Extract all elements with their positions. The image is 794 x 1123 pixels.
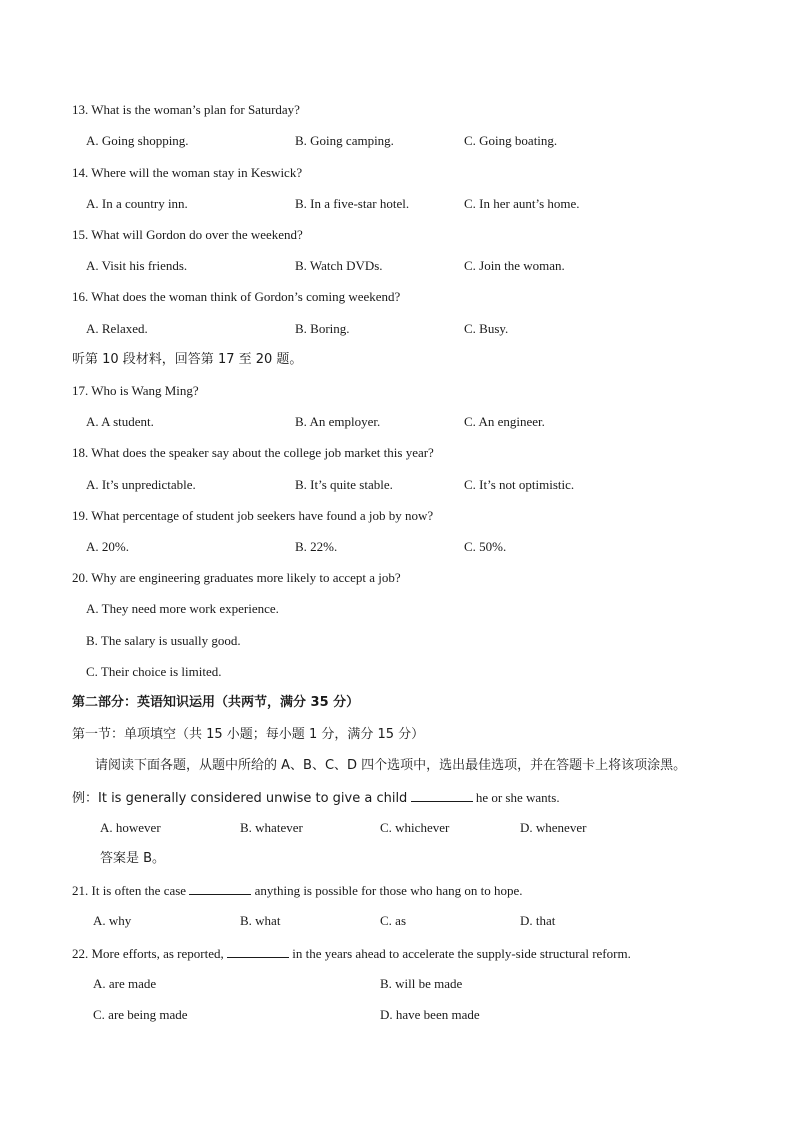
option-a: A. are made [93, 976, 157, 991]
option-b: B. Boring. [295, 321, 350, 336]
example-answer: 答案是 B。 [100, 851, 166, 866]
option-a: A. why [93, 913, 132, 928]
option-a: A. 20%. [86, 539, 129, 554]
part-title: 第二部分：英语知识运用（共两节，满分 35 分） [72, 695, 360, 710]
option-c: C. Join the woman. [464, 258, 565, 273]
option-c: C. are being made [93, 1007, 188, 1022]
option-a: A. however [100, 820, 161, 835]
option-c: C. Going boating. [464, 133, 558, 148]
question-stem [72, 944, 631, 963]
option-d: D. that [520, 913, 556, 928]
option-c: C. Busy. [464, 321, 509, 336]
option-b: B. 22%. [295, 539, 338, 554]
option-b: B. It’s quite stable. [295, 477, 393, 492]
option-a: A. Visit his friends. [86, 258, 188, 273]
answer-blank [411, 788, 473, 802]
question-stem: 19. What percentage of student job seekers have found a job by now? [72, 508, 434, 523]
option-d: D. have been made [380, 1007, 480, 1022]
question-stem: 16. What does the woman think of Gordon’s coming weekend? [72, 289, 401, 304]
answer-blank [227, 944, 289, 958]
option-c: C. In her aunt’s home. [464, 196, 580, 211]
option-c: C. An engineer. [464, 414, 545, 429]
option-b: B. whatever [240, 820, 303, 835]
stem-suffix: in the years ahead to accelerate the supply-side structural reform. [292, 946, 631, 961]
question-stem: 14. Where will the woman stay in Keswick? [72, 165, 303, 180]
question-stem: 17. Who is Wang Ming? [72, 383, 199, 398]
option-c: C. It’s not optimistic. [464, 477, 575, 492]
question-stem: 20. Why are engineering graduates more likely to accept a job? [72, 570, 401, 585]
instructions: 请阅读下面各题，从题中所给的 A、B、C、D 四个选项中，选出最佳选项，并在答题卡上将该项涂黑。 [95, 758, 687, 773]
option-c: C. as [380, 913, 406, 928]
option-b: B. An employer. [295, 414, 381, 429]
question-stem: 18. What does the speaker say about the college job market this year? [72, 445, 434, 460]
section-title: 第一节：单项填空（共 15 小题；每小题 1 分，满分 15 分） [72, 727, 425, 742]
question-stem [72, 881, 523, 900]
option-a: A. Relaxed. [86, 321, 148, 336]
option-a: A. They need more work experience. [86, 601, 279, 616]
option-b: B. what [240, 913, 281, 928]
option-c: C. 50%. [464, 539, 507, 554]
section-intro: 听第 10 段材料，回答第 17 至 20 题。 [72, 352, 303, 367]
option-a: A. A student. [86, 414, 154, 429]
option-c: C. Their choice is limited. [86, 664, 222, 679]
stem-prefix: 22. More efforts, as reported, [72, 946, 224, 961]
stem-suffix: anything is possible for those who hang on to hope. [254, 883, 523, 898]
example-prefix: 例：It is generally considered unwise to give a child [72, 791, 408, 806]
option-a: A. Going shopping. [86, 133, 189, 148]
option-b: B. Going camping. [295, 133, 394, 148]
option-d: D. whenever [520, 820, 587, 835]
question-stem: 15. What will Gordon do over the weekend? [72, 227, 303, 242]
option-a: A. In a country inn. [86, 196, 188, 211]
option-b: B. will be made [380, 976, 463, 991]
example-suffix: he or she wants. [475, 790, 560, 805]
option-c: C. whichever [380, 820, 450, 835]
stem-prefix: 21. It is often the case [72, 883, 187, 898]
question-stem: 13. What is the woman’s plan for Saturday? [72, 102, 300, 117]
option-b: B. Watch DVDs. [295, 258, 383, 273]
option-b: B. In a five-star hotel. [295, 196, 410, 211]
answer-blank [189, 881, 251, 895]
option-b: B. The salary is usually good. [86, 633, 241, 648]
option-a: A. It’s unpredictable. [86, 477, 196, 492]
example-stem [72, 788, 560, 808]
